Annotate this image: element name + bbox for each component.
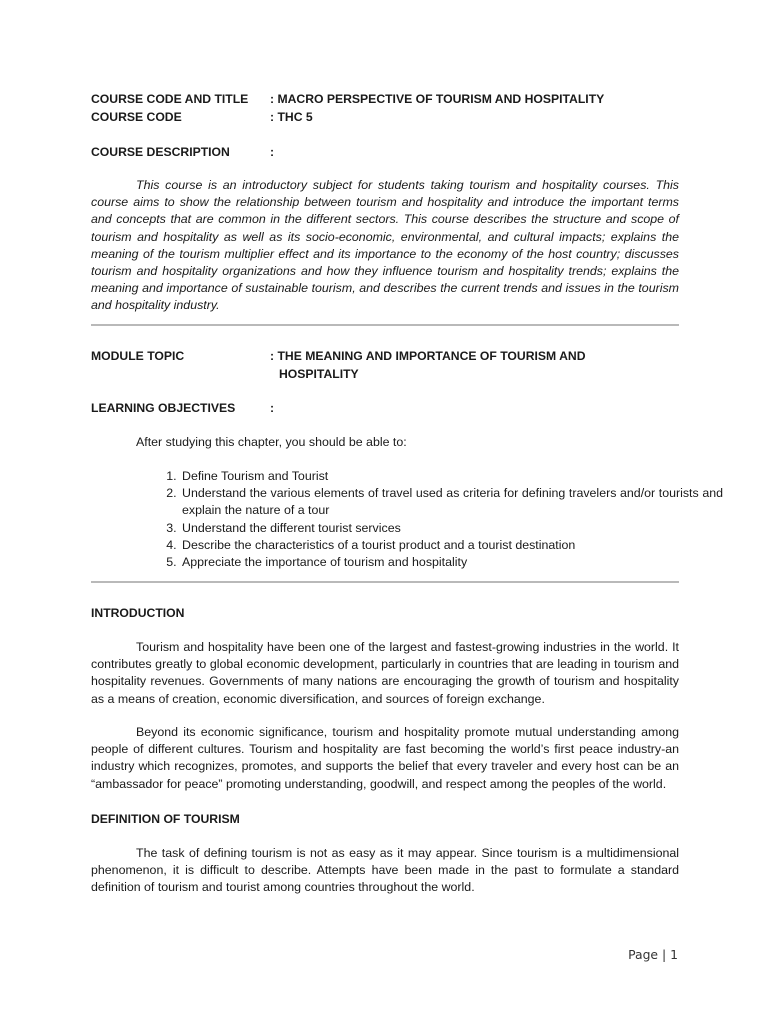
- learning-objectives-colon: :: [270, 401, 275, 415]
- list-item: 2. Understand the various elements of travel used as criteria for defining travelers and/or tourists and explain the nature of a tour: [180, 485, 723, 519]
- course-description-colon: :: [270, 145, 275, 159]
- objectives-intro: After studying this chapter, you should be able to:: [136, 435, 407, 449]
- course-code-value: : THC 5: [270, 110, 313, 124]
- page-number: Page | 1: [628, 947, 678, 962]
- objectives-list: [136, 468, 723, 571]
- introduction-paragraph-1: Tourism and hospitality have been one of the largest and fastest-growing industries in the world. It contributes greatly to global economic development, particularly in countries that are leading in tourism and hospitality revenues. Governments of many nations are encouraging the growth of tourism and hospitality as a means of creation, economic diversification, and sources of foreign exchange.: [91, 640, 679, 706]
- list-item: 5. Appreciate the importance of tourism and hospitality: [180, 554, 723, 571]
- module-topic-value-line1: : THE MEANING AND IMPORTANCE OF TOURISM AND: [270, 349, 586, 363]
- course-title-value: : MACRO PERSPECTIVE OF TOURISM AND HOSPITALITY: [270, 92, 605, 106]
- module-topic-value-line2: HOSPITALITY: [279, 367, 359, 381]
- introduction-paragraph-2: Beyond its economic significance, tourism and hospitality promote mutual understanding among people of different cultures. Tourism and hospitality are fast becoming the world’s first peace industry-an industry which recognizes, promotes, and supports the belief that every traveler and every host can be an “ambassador for peace” promoting understanding, goodwill, and respect among the peoples of the world.: [91, 725, 679, 791]
- course-title-label: COURSE CODE AND TITLE: [91, 92, 249, 106]
- course-description-label: COURSE DESCRIPTION: [91, 145, 230, 159]
- introduction-heading: INTRODUCTION: [91, 606, 185, 620]
- definition-paragraph-1: The task of defining tourism is not as easy as it may appear. Since tourism is a multidimensional phenomenon, it is difficult to describe. Attempts have been made in the past to formulate a standard definition of tourism and tourist among countries throughout the world.: [91, 846, 679, 895]
- document-page: [91, 0, 723, 1024]
- module-topic-label: MODULE TOPIC: [91, 349, 185, 363]
- course-description-text: This course is an introductory subject for students taking tourism and hospitality courses. This course aims to show the relationship between tourism and hospitality and introduce the important terms and concepts that are common in the different sectors. This course describes the structure and scope of tourism and hospitality as well as its socio-economic, environmental, and cultural impacts; explains the meaning of the tourism multiplier effect and its importance to the economy of the host country; discusses tourism and hospitality organizations and how they influence tourism and hospitality trends; explains the meaning and importance of sustainable tourism, and describes the current trends and issues in the tourism and hospitality industry.: [91, 178, 679, 313]
- divider: [91, 324, 679, 326]
- definition-heading: DEFINITION OF TOURISM: [91, 812, 240, 826]
- learning-objectives-label: LEARNING OBJECTIVES: [91, 401, 236, 415]
- list-item: 4. Describe the characteristics of a tourist product and a tourist destination: [180, 537, 723, 554]
- divider: [91, 581, 679, 583]
- list-item: 1. Define Tourism and Tourist: [180, 468, 723, 485]
- course-code-label: COURSE CODE: [91, 110, 182, 124]
- list-item: 3. Understand the different tourist services: [180, 520, 723, 537]
